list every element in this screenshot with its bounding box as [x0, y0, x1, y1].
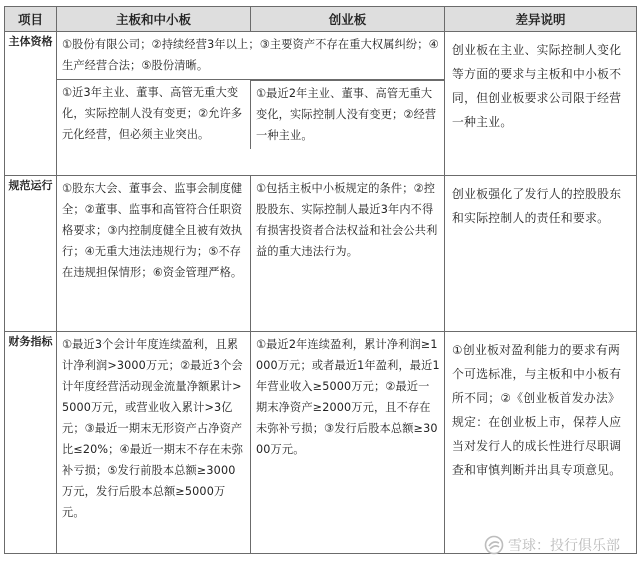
row-label-entity: 主体资格	[5, 32, 57, 176]
entity-gem-text: ①最近2年主业、董事、高管无重大变化，实际控制人没有变更；②经营一种主业。	[251, 80, 444, 149]
row-label-finance: 财务指标	[5, 332, 57, 554]
entity-shared-text: ①股份有限公司；②持续经营3年以上；③主要资产不存在重大权属纠纷；④生产经营合法；⑤股份清晰。	[62, 38, 439, 72]
row-entity	[5, 32, 637, 176]
governance-main-sme-text: ①股东大会、董事会、监事会制度健全；②董事、监事和高管符合任职资格要求；③内控制度健全且被有效执行；④无重大违法违规行为；⑤不存在违规担保情形；⑥资金管理严格。	[57, 176, 251, 332]
row-finance	[5, 332, 637, 554]
header-item: 项目	[5, 7, 57, 32]
entity-main-sme-text: ①近3年主业、董事、高管无重大变化，实际控制人没有变更；②允许多元化经营，但必须主业突出。	[57, 80, 251, 149]
entity-diff-text: 创业板在主业、实际控制人变化等方面的要求与主板和中小板不同，但创业板要求公司限于经营一种主业。	[445, 32, 637, 176]
header-row	[5, 7, 637, 32]
snowball-logo-icon	[484, 535, 504, 555]
header-diff: 差异说明	[445, 7, 637, 32]
header-gem: 创业板	[251, 7, 445, 32]
governance-gem-text: ①包括主板中小板规定的条件；②控股股东、实际控制人最近3年内不得有损害投资者合法权益和社会公共利益的重大违法行为。	[251, 176, 445, 332]
finance-diff-text: ①创业板对盈利能力的要求有两个可选标准，与主板和中小板有所不同；②《创业板首发办法》规定：在创业板上市，保荐人应当对发行人的成长性进行尽职调查和审慎判断并出具专项意见。	[445, 332, 637, 554]
governance-diff-text: 创业板强化了发行人的控股股东和实际控制人的责任和要求。	[445, 176, 637, 332]
row-label-governance: 规范运行	[5, 176, 57, 332]
comparison-table	[4, 6, 637, 554]
entity-split	[57, 79, 444, 149]
entity-requirements	[57, 32, 445, 176]
finance-gem-text: ①最近2年连续盈利，累计净利润≥1000万元；或者最近1年盈利，最近1年营业收入≥5000万元；②最近一期末净资产≥2000万元，且不存在未弥补亏损；③发行后股本总额≥3000万元。	[251, 332, 445, 554]
watermark-text: 雪球：投行俱乐部	[508, 538, 620, 554]
row-governance	[5, 176, 637, 332]
watermark	[484, 535, 620, 555]
header-main-sme: 主板和中小板	[57, 7, 251, 32]
finance-main-sme-text: ①最近3个会计年度连续盈利，且累计净利润>3000万元；②最近3个会计年度经营活动现金流量净额累计>5000万元，或营业收入累计>3亿元；③最近一期末无形资产占净资产比≤20%；④最近一期末不存在未弥补亏损；⑤发行前股本总额≥3000万元，发行后股本总额≥5000万元。	[57, 332, 251, 554]
